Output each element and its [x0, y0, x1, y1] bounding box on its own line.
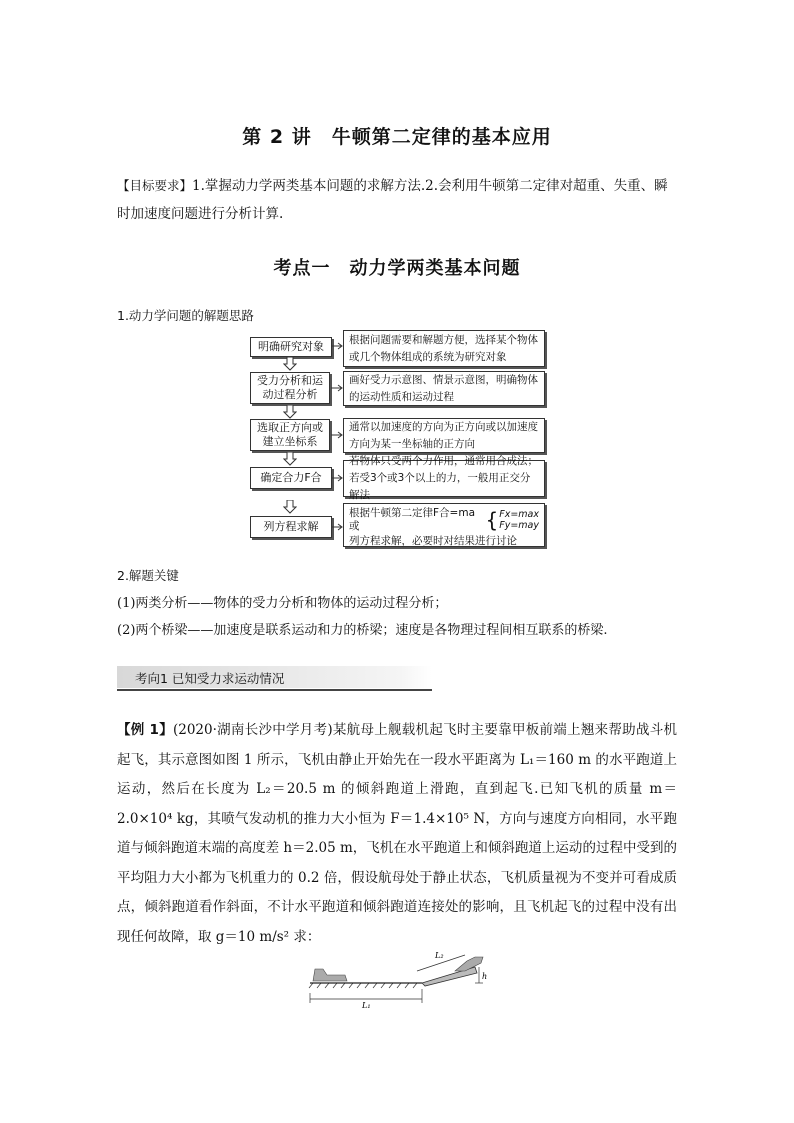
topic-direction-bar — [117, 662, 432, 690]
example-source: (2020·湖南长沙中学月考) — [172, 722, 333, 738]
topic-bar-underline — [117, 689, 432, 691]
flow-step-5: 列方程求解 — [250, 516, 332, 538]
solution-approach-heading: 1.动力学问题的解题思路 — [117, 308, 254, 323]
h-label: h — [482, 972, 488, 981]
arrow-down-icon — [283, 357, 297, 371]
flow-step-1: 明确研究对象 — [250, 337, 332, 357]
flow-step-2: 受力分析和运动过程分析 — [250, 372, 330, 404]
figure-1-diagram — [305, 945, 505, 1010]
flow-desc-5-eq2: Fy=may — [499, 520, 539, 531]
arrow-down-icon — [283, 500, 297, 514]
example-text: 某航母上舰载机起飞时主要靠甲板前端上翘来帮助战斗机起飞，其示意图如图 1 所示，飞机由静止开始先在一段水平距离为 L₁＝160 m 的水平跑道上运动，然后在长度为 L₂＝20.5 m 的倾斜跑道上滑跑，直到起飞.已知飞机的质量 m＝2.0×10⁴ kg，其喷气发动机的推力大小恒为 F＝1.4×10⁵ N，方向与速度方向相同，水平跑道与倾斜跑道末端的高度差 h＝2.05 m，飞机在水平跑道上和倾斜跑道上运动的过程中受到的平均阻力大小都为飞机重力的 0.2 倍，假设航母处于静止状态，飞机质量视为不变并可看成质点，倾斜跑道看作斜面，不计水平跑道和倾斜跑道连接处的影响，且飞机起飞的过程中没有出现任何故障，取 g＝10 m/s² 求： — [117, 722, 677, 945]
arrow-right-icon — [331, 342, 343, 350]
aircraft-start — [313, 969, 347, 981]
objectives-text: 1.掌握动力学两类基本问题的求解方法.2.会利用牛顿第二定律对超重、失重、瞬时加速度问题进行分析计算. — [117, 178, 668, 222]
flow-desc-1: 根据问题需要和解题方便，选择某个物体或几个物体组成的系统为研究对象 — [343, 330, 545, 367]
inclined-runway — [422, 967, 477, 986]
key-point-2: (2)两个桥梁——加速度是联系运动和力的桥梁；速度是各物理过程间相互联系的桥梁. — [117, 623, 608, 638]
flow-step-3: 选取正方向或建立坐标系 — [250, 419, 330, 451]
topic-direction-label: 考向1 已知受力求运动情况 — [135, 671, 285, 686]
arrow-right-icon — [331, 384, 343, 392]
objectives — [117, 172, 677, 228]
example-1 — [117, 716, 677, 952]
flow-desc-4: 若物体只受两个力作用，通常用合成法；若受3个或3个以上的力，一般用正交分解法 — [343, 460, 545, 497]
section-title: 考点一 动力学两类基本问题 — [273, 258, 521, 279]
flow-desc-5-pre: 根据牛顿第二定律F合=ma或 — [349, 507, 475, 532]
arrow-down-icon — [283, 452, 297, 466]
objectives-label: 【目标要求】 — [117, 178, 193, 193]
key-points-heading: 2.解题关键 — [117, 568, 179, 583]
example-label: 【例 1】 — [117, 722, 173, 738]
arrow-right-icon — [331, 431, 343, 439]
flow-desc-5-eq1: Fx=max — [499, 509, 539, 520]
flow-desc-5 — [343, 503, 545, 547]
flow-step-4: 确定合力F合 — [250, 467, 332, 489]
arrow-right-icon — [331, 474, 343, 482]
brace-glyph: { — [485, 508, 499, 532]
arrow-right-icon — [331, 523, 343, 531]
l2-label: L₂ — [435, 951, 444, 960]
deck-hatching — [309, 983, 417, 988]
key-point-1: (1)两类分析——物体的受力分析和物体的运动过程分析； — [117, 596, 448, 611]
page-title: 第 2 讲 牛顿第二定律的基本应用 — [242, 126, 552, 148]
flow-desc-2: 画好受力示意图、情景示意图，明确物体的运动性质和运动过程 — [343, 371, 545, 406]
flow-desc-3: 通常以加速度的方向为正方向或以加速度方向为某一坐标轴的正方向 — [343, 418, 545, 453]
arrow-down-icon — [283, 405, 297, 419]
flow-desc-5-post: 列方程求解，必要时对结果进行讨论 — [349, 535, 517, 547]
l1-label: L₁ — [362, 1001, 371, 1010]
